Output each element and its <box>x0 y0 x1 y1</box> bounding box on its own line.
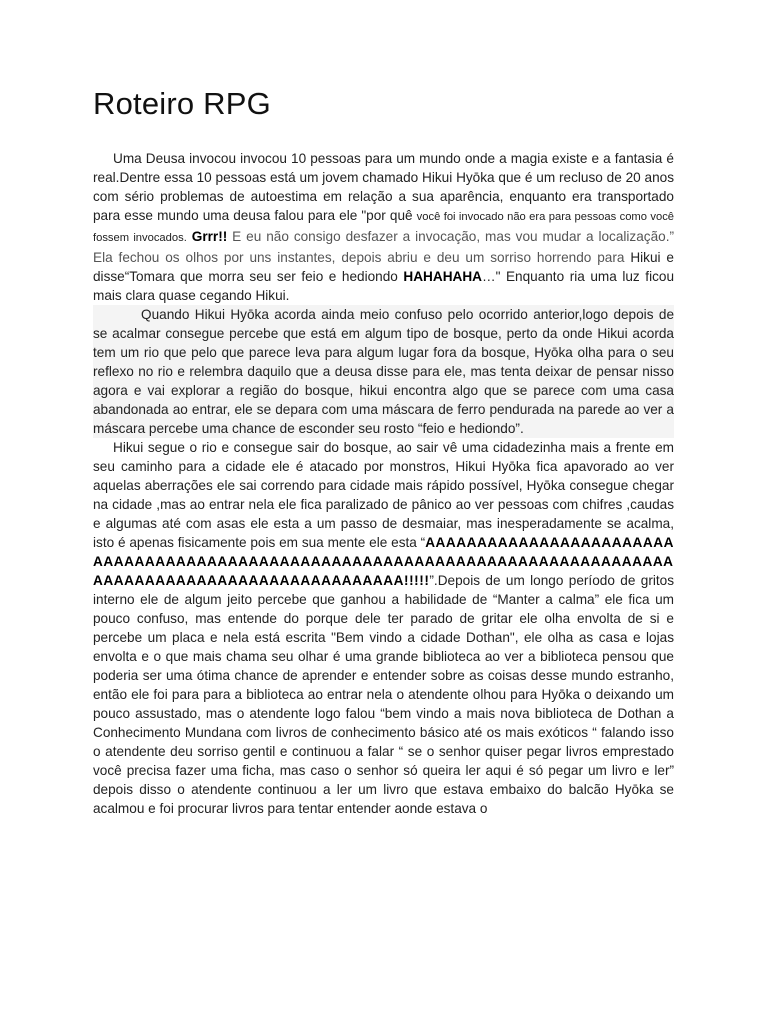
p1-laugh: HAHAHAHA <box>403 269 482 284</box>
p1-text-f: Hikui e disse“Tomara que morra seu ser feio e hediondo <box>93 250 674 284</box>
p1-text-a: Uma Deusa invocou invocou 10 pessoas para um mundo onde a magia existe e a fantasia é real.Dentre essa 10 pessoas está um jovem chamado Hikui Hyōka que é um recluso de 20 anos com sério problemas de autoestima em relação a sua aparência, enquanto era transportado para esse mundo uma deusa falou para ele "por quê <box>93 151 674 223</box>
document-title: Roteiro RPG <box>93 86 271 121</box>
paragraph-1 <box>93 149 674 305</box>
p1-small-text: você foi invocado não era para pessoas como você fossem invocados. <box>93 211 675 244</box>
p3-text-a: Hikui segue o rio e consegue sair do bosque, ao sair vê uma cidadezinha mais a frente em seu caminho para a cidade ele é atacado por monstros, Hikui Hyōka fica apavorado ao ver aquelas aberrações ele sai correndo para cidade mais rápido possível, Hyōka consegue chegar na cidade ,mas ao entrar nela ele fica paralizado de pânico ao ver pessoas com chifres ,caudas e algumas até com asas ele esta a um passo de desmaiar, mas inesperadamente se acalma, isto é apenas fisicamente pois em sua mente ele esta “ <box>93 440 674 550</box>
document-body <box>93 149 674 818</box>
paragraph-2: Quando Hikui Hyōka acorda ainda meio confuso pelo ocorrido anterior,logo depois de se acalmar consegue percebe que está em algum tipo de bosque, perto da onde Hikui acorda tem um rio que pelo que parece leva para algum lugar fora da bosque, Hyōka olha para o seu reflexo no rio e relembra daquilo que a deusa disse para ele, mas tenta deixar de pensar nisso agora e vai explorar a região do bosque, hikui encontra algo que se parece com uma casa abandonada ao entrar, ele se depara com uma máscara de ferro pendurada na parede ao ver a máscara percebe uma chance de esconder seu rosto “feio e hediondo”. <box>93 307 674 436</box>
p1-grrr: Grrr!! <box>191 229 228 244</box>
p1-grey-text: E eu não consigo desfazer a invocação, mas vou mudar a localização.” Ela fechou os olhos por uns instantes, depois abriu e deu um sorriso horrendo para <box>93 229 675 265</box>
paragraph-3 <box>93 438 674 818</box>
p3-text-b: ”.Depois de um longo período de gritos interno ele de algum jeito percebe que ganhou a habilidade de “Manter a calma” ele fica um pouco confuso, mas entende do porque dele ter parado de gritar ele olha envolta de si e percebe um placa e nela está escrita "Bem vindo a cidade Dothan", ele olha as casa e lojas envolta e o que mais chama seu olhar é uma grande biblioteca ao ver a biblioteca pensou que poderia ser uma ótima chance de aprender e entender sobre as coisas desse mundo estranho, então ele foi para para a biblioteca ao entrar nela o atendente olhou para Hyōka o deixando um pouco assustado, mas o atendente logo falou “bem vindo a mais nova biblioteca de Dothan a Conhecimento Mundana com livros de conhecimento básico até os mais exóticos “ falando isso o atendente deu sorriso gentil e continuou a falar “ se o senhor quiser pegar livros emprestado você precisa fazer uma ficha, mas caso o senhor só queira ler aqui é só pegar um livro e ler” depois disso o atendente continuou a ler um livro que estava embaixo do balcão Hyōka se acalmou e foi procurar livros para tentar entender aonde estava o <box>93 573 674 816</box>
p1-text-h: …" Enquanto ria uma luz ficou mais clara quase cegando Hikui. <box>93 269 675 303</box>
p3-shout: AAAAAAAAAAAAAAAAAAAAAAAAAAAAAAAAAAAAAAAAAAAAAAAAAAAAAAAAAAAAAAAAAAAAAAAAAAAAAAAAAAAAAAAAAAAAAAAAAAAAAAAAAAAAAA!!!!! <box>93 535 674 588</box>
